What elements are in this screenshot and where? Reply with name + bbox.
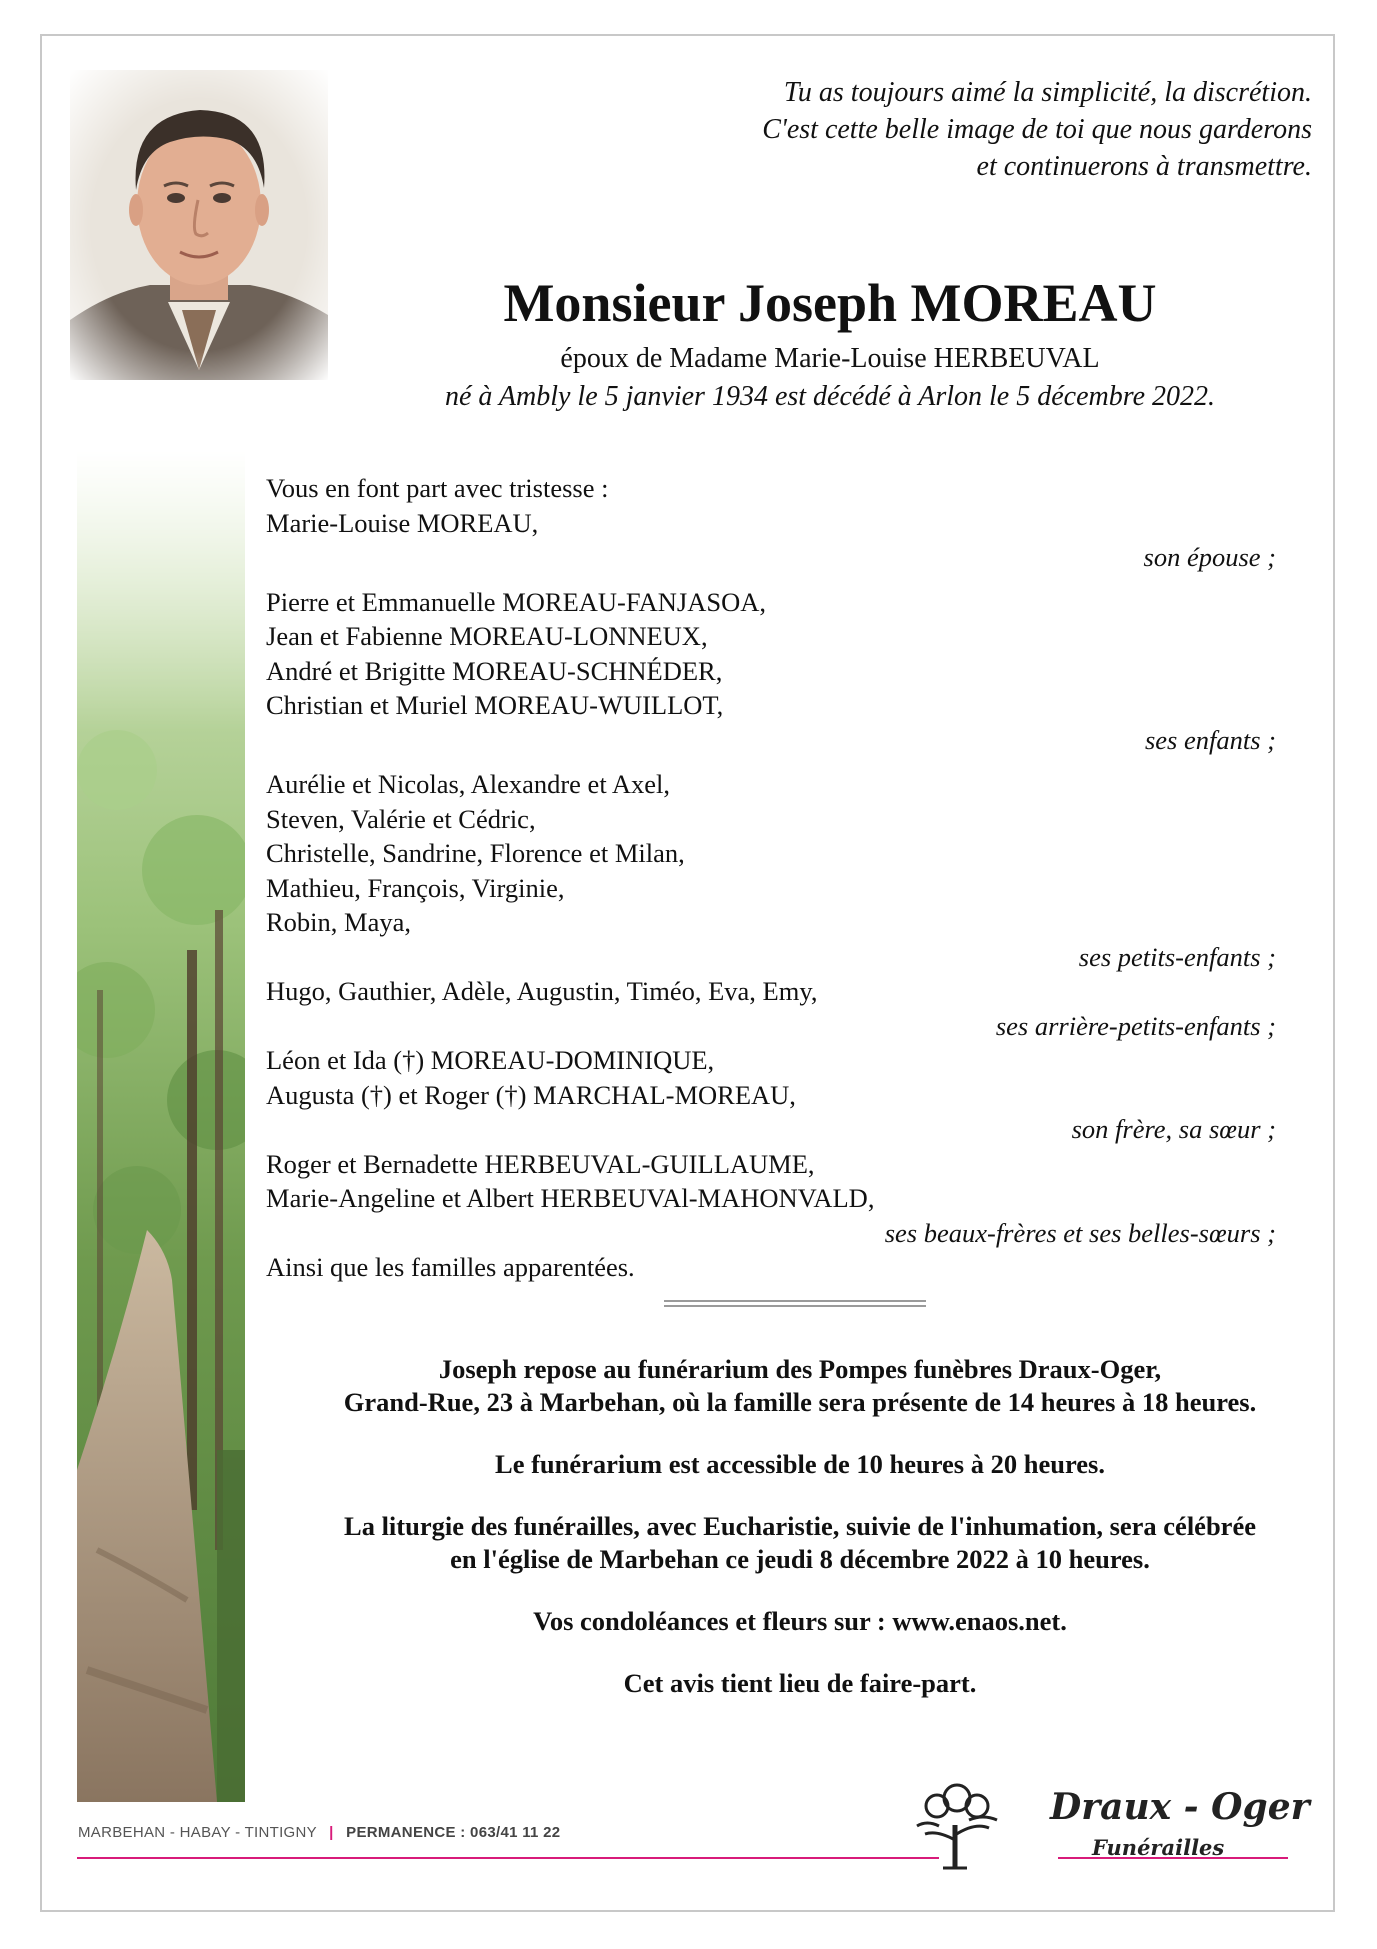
family-relation: ses petits-enfants ; xyxy=(1078,941,1276,972)
tree-logo-icon xyxy=(907,1780,1007,1870)
family-name-line: Léon et Ida (†) MOREAU-DOMINIQUE, xyxy=(266,1045,715,1075)
brand-name: Draux - Oger xyxy=(1050,1786,1310,1828)
family-name-line: Roger et Bernadette HERBEUVAL-GUILLAUME, xyxy=(266,1148,815,1179)
family-name-line: Jean et Fabienne MOREAU-LONNEUX, xyxy=(266,621,708,651)
notice-paragraph xyxy=(270,1605,1330,1638)
family-closing: Ainsi que les familles apparentées. xyxy=(266,1252,635,1282)
notice-paragraph xyxy=(270,1448,1330,1481)
family-name-line: Marie-Angeline et Albert HERBEUVAl-MAHONVALD, xyxy=(266,1183,875,1213)
family-name-line: Pierre et Emmanuelle MOREAU-FANJASOA, xyxy=(266,586,766,617)
family-name-line: Augusta (†) et Roger (†) MARCHAL-MOREAU, xyxy=(266,1079,796,1110)
family-name-line: Aurélie et Nicolas, Alexandre et Axel, xyxy=(266,769,670,799)
deceased-name: Monsieur Joseph MOREAU xyxy=(503,273,1157,333)
notice-line: Le funérarium est accessible de 10 heures à 20 heures. xyxy=(495,1449,1105,1479)
family-name-line: André et Brigitte MOREAU-SCHNÉDER, xyxy=(266,655,723,686)
epitaph-line: Tu as toujours aimé la simplicité, la discrétion. xyxy=(783,77,1312,108)
notice-line: La liturgie des funérailles, avec Eucharistie, suivie de l'inhumation, sera célébrée xyxy=(344,1511,1256,1541)
brand-subtitle: Funérailles xyxy=(1092,1835,1225,1860)
notice-line: Grand-Rue, 23 à Marbehan, où la famille sera présente de 14 heures à 18 heures. xyxy=(343,1387,1257,1417)
epitaph-line: C'est cette belle image de toi que nous garderons xyxy=(762,114,1312,145)
family-name-line: Robin, Maya, xyxy=(266,907,411,937)
footer-separator: | xyxy=(329,1824,334,1841)
notice-line: Joseph repose au funérarium des Pompes funèbres Draux-Oger, xyxy=(438,1354,1162,1384)
notice-line: Vos condoléances et fleurs sur : www.enaos.net. xyxy=(533,1606,1067,1636)
epitaph-quote xyxy=(762,74,1312,185)
footer-contact xyxy=(78,1824,560,1841)
family-name-line: Christelle, Sandrine, Florence et Milan, xyxy=(266,838,685,868)
family-relation: ses beaux-frères et ses belles-sœurs ; xyxy=(884,1217,1276,1248)
family-name-line: Steven, Valérie et Cédric, xyxy=(266,803,536,834)
family-name-line: Marie-Louise MOREAU, xyxy=(266,507,539,538)
family-relation: ses arrière-petits-enfants ; xyxy=(995,1010,1276,1041)
spouse-line: époux de Madame Marie-Louise HERBEUVAL xyxy=(560,343,1100,374)
family-announcement xyxy=(266,471,1276,1285)
forest-path-image xyxy=(77,450,245,1802)
notice-line: en l'église de Marbehan ce jeudi 8 décembre 2022 à 10 heures. xyxy=(450,1544,1150,1574)
portrait-photo xyxy=(70,70,328,380)
funeral-notice xyxy=(270,1353,1330,1729)
family-name-line: Mathieu, François, Virginie, xyxy=(266,872,565,903)
family-relation: son frère, sa sœur ; xyxy=(1071,1114,1276,1144)
family-relation: ses enfants ; xyxy=(1144,724,1276,755)
footer-accent-line xyxy=(77,1857,939,1859)
birth-death-line: né à Ambly le 5 janvier 1934 est décédé à Arlon le 5 décembre 2022. xyxy=(444,381,1216,412)
notice-paragraph xyxy=(270,1353,1330,1419)
notice-line: Cet avis tient lieu de faire-part. xyxy=(623,1668,977,1698)
footer-permanence: PERMANENCE : 063/41 11 22 xyxy=(346,1824,561,1841)
section-divider xyxy=(664,1300,926,1307)
family-name-line: Christian et Muriel MOREAU-WUILLOT, xyxy=(266,690,724,720)
family-name-line: Hugo, Gauthier, Adèle, Augustin, Timéo, Eva, Emy, xyxy=(266,976,818,1006)
epitaph-line: et continuerons à transmettre. xyxy=(976,151,1312,182)
notice-paragraph xyxy=(270,1510,1330,1576)
notice-paragraph xyxy=(270,1667,1330,1700)
footer-locations: MARBEHAN - HABAY - TINTIGNY xyxy=(78,1824,317,1841)
family-intro: Vous en font part avec tristesse : xyxy=(266,473,609,503)
family-relation: son épouse ; xyxy=(1143,542,1276,572)
